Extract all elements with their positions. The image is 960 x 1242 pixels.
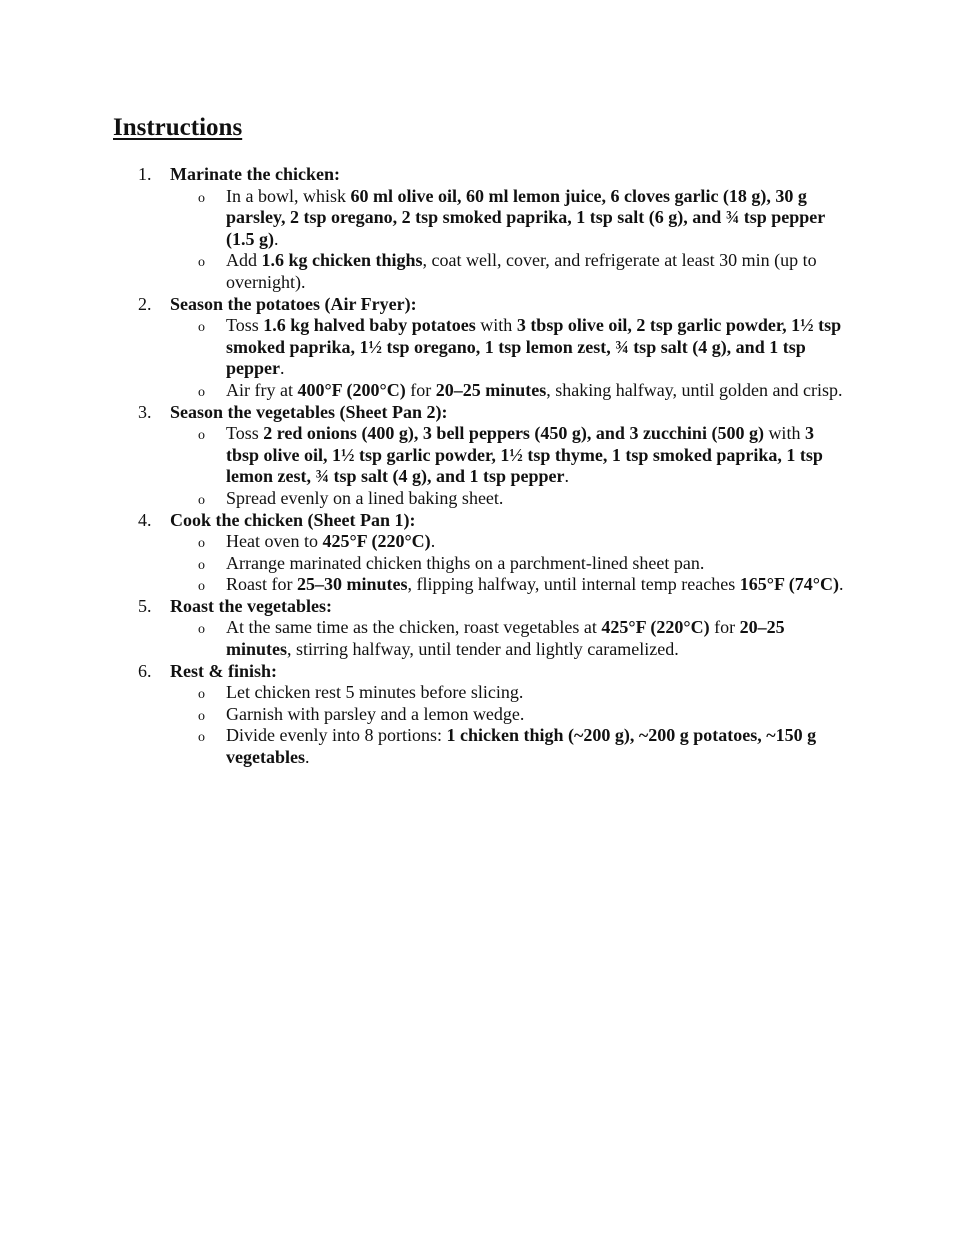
- step-number: 6.: [138, 660, 152, 681]
- text-run: Toss: [226, 315, 264, 336]
- text-run: Arrange marinated chicken thighs on a parchment-lined sheet pan.: [226, 552, 705, 573]
- bold-text-run: 165°F (74°C): [739, 574, 839, 595]
- step-bullet-list: [0, 617, 960, 660]
- text-run: .: [304, 747, 310, 768]
- step-header: [0, 596, 960, 618]
- bullet-text: [226, 574, 848, 596]
- bold-text-run: 60 ml olive oil, 60 ml lemon juice, 6 cloves garlic (18 g), 30 g parsley, 2 tsp oregano, 2 tsp smoked paprika, 1 tsp salt (6 g), and ¾ tsp pepper (1.5 g): [226, 185, 825, 249]
- bold-text-run: 1.6 kg halved baby potatoes: [263, 315, 476, 336]
- step-bullet: [0, 531, 960, 553]
- step-bullet-list: [0, 186, 960, 294]
- bullet-text: [226, 186, 848, 251]
- hollow-circle-bullet-icon: o: [198, 708, 205, 724]
- step-bullet: [0, 704, 960, 726]
- hollow-circle-bullet-icon: o: [198, 320, 205, 336]
- hollow-circle-bullet-icon: o: [198, 190, 205, 206]
- hollow-circle-bullet-icon: o: [198, 384, 205, 400]
- text-run: , flipping halfway, until internal temp reaches: [407, 574, 740, 595]
- text-run: , coat well, cover, and refrigerate at least 30 min (up to overnight).: [226, 250, 817, 292]
- step-header: [0, 294, 960, 316]
- text-run: for: [709, 617, 740, 638]
- bullet-text: [226, 531, 848, 553]
- instruction-step: [0, 510, 960, 596]
- hollow-circle-bullet-icon: o: [198, 557, 205, 573]
- instruction-step: [0, 596, 960, 661]
- step-number: 4.: [138, 509, 152, 530]
- bold-text-run: 1.6 kg chicken thighs: [261, 250, 423, 271]
- step-number: 1.: [138, 164, 152, 184]
- text-run: At the same time as the chicken, roast vegetables at: [226, 617, 602, 638]
- hollow-circle-bullet-icon: o: [198, 428, 205, 444]
- step-header: [0, 661, 960, 683]
- bullet-text: [226, 315, 848, 380]
- bold-text-run: 425°F (220°C): [322, 531, 431, 552]
- step-title: Season the potatoes (Air Fryer):: [170, 293, 417, 314]
- page-heading: Instructions: [113, 114, 243, 141]
- hollow-circle-bullet-icon: o: [198, 492, 205, 508]
- text-run: Let chicken rest 5 minutes before slicing.: [226, 682, 524, 703]
- text-run: , stirring halfway, until tender and lightly caramelized.: [287, 639, 679, 660]
- text-run: .: [430, 531, 436, 552]
- step-title: Rest & finish:: [170, 660, 277, 681]
- bold-text-run: 400°F (200°C): [297, 379, 406, 400]
- bold-text-run: 20–25 minutes: [226, 617, 785, 660]
- bullet-text: [226, 250, 848, 293]
- text-run: In a bowl, whisk: [226, 185, 351, 206]
- step-bullet: [0, 553, 960, 575]
- step-title: Marinate the chicken:: [170, 164, 340, 184]
- hollow-circle-bullet-icon: o: [198, 536, 205, 552]
- hollow-circle-bullet-icon: o: [198, 579, 205, 595]
- bullet-text: [226, 380, 848, 402]
- bullet-text: [226, 553, 848, 575]
- step-bullet: [0, 617, 960, 660]
- hollow-circle-bullet-icon: o: [198, 730, 205, 746]
- text-run: with: [475, 315, 517, 336]
- bullet-text: [226, 488, 848, 510]
- bold-text-run: 2 red onions (400 g), 3 bell peppers (450 g), and 3 zucchini (500 g): [263, 423, 764, 444]
- text-run: .: [564, 466, 570, 487]
- text-run: .: [274, 228, 279, 249]
- text-run: for: [405, 379, 436, 400]
- step-title: Cook the chicken (Sheet Pan 1):: [170, 509, 416, 530]
- step-bullet: [0, 725, 960, 768]
- step-header: [0, 510, 960, 532]
- text-run: Garnish with parsley and a lemon wedge.: [226, 703, 525, 724]
- text-run: Roast for: [226, 574, 297, 595]
- step-bullet: [0, 574, 960, 596]
- step-bullet: [0, 423, 960, 488]
- hollow-circle-bullet-icon: o: [198, 255, 205, 271]
- step-number: 5.: [138, 595, 152, 616]
- text-run: , shaking halfway, until golden and crisp.: [546, 379, 843, 400]
- step-bullet: [0, 186, 960, 251]
- text-run: Heat oven to: [226, 531, 323, 552]
- step-bullet: [0, 682, 960, 704]
- bullet-text: [226, 682, 848, 704]
- bold-text-run: 3 tbsp olive oil, 1½ tsp garlic powder, 1½ tsp thyme, 1 tsp smoked paprika, 1 tsp lemon zest, ¾ tsp salt (4 g), and 1 tsp pepper: [226, 423, 823, 487]
- step-title: Roast the vegetables:: [170, 595, 332, 616]
- bullet-text: [226, 423, 848, 488]
- step-bullet-list: [0, 682, 960, 768]
- bold-text-run: 20–25 minutes: [435, 379, 547, 400]
- step-header: [0, 164, 960, 186]
- instruction-step: [0, 294, 960, 402]
- text-run: Toss: [226, 423, 264, 444]
- step-bullet: [0, 315, 960, 380]
- step-number: 2.: [138, 293, 152, 314]
- text-run: Divide evenly into 8 portions:: [226, 725, 447, 746]
- instruction-step: [0, 402, 960, 510]
- bold-text-run: 3 tbsp olive oil, 2 tsp garlic powder, 1½ tsp smoked paprika, 1½ tsp oregano, 1 tsp lemon zest, ¾ tsp salt (4 g), and 1 tsp pepper: [226, 315, 842, 379]
- step-title: Season the vegetables (Sheet Pan 2):: [170, 401, 448, 422]
- bold-text-run: 25–30 minutes: [297, 574, 408, 595]
- step-bullet: [0, 380, 960, 402]
- bullet-text: [226, 704, 848, 726]
- instruction-step: [0, 661, 960, 769]
- text-run: Spread evenly on a lined baking sheet.: [226, 487, 504, 508]
- bullet-text: [226, 725, 848, 768]
- step-bullet: [0, 250, 960, 293]
- step-bullet: [0, 488, 960, 510]
- bullet-text: [226, 617, 848, 660]
- step-header: [0, 402, 960, 424]
- step-bullet-list: [0, 531, 960, 596]
- bold-text-run: 425°F (220°C): [601, 617, 710, 638]
- text-run: with: [763, 423, 805, 444]
- instruction-step: [0, 164, 960, 294]
- text-run: Air fry at: [226, 379, 298, 400]
- step-bullet-list: [0, 315, 960, 401]
- step-bullet-list: [0, 423, 960, 509]
- text-run: Add: [226, 250, 262, 271]
- step-number: 3.: [138, 401, 152, 422]
- hollow-circle-bullet-icon: o: [198, 622, 205, 638]
- bold-text-run: 1 chicken thigh (~200 g), ~200 g potatoes, ~150 g vegetables: [226, 725, 817, 768]
- text-run: .: [280, 358, 285, 379]
- instruction-steps: [0, 164, 960, 769]
- text-run: .: [838, 574, 844, 595]
- hollow-circle-bullet-icon: o: [198, 687, 205, 703]
